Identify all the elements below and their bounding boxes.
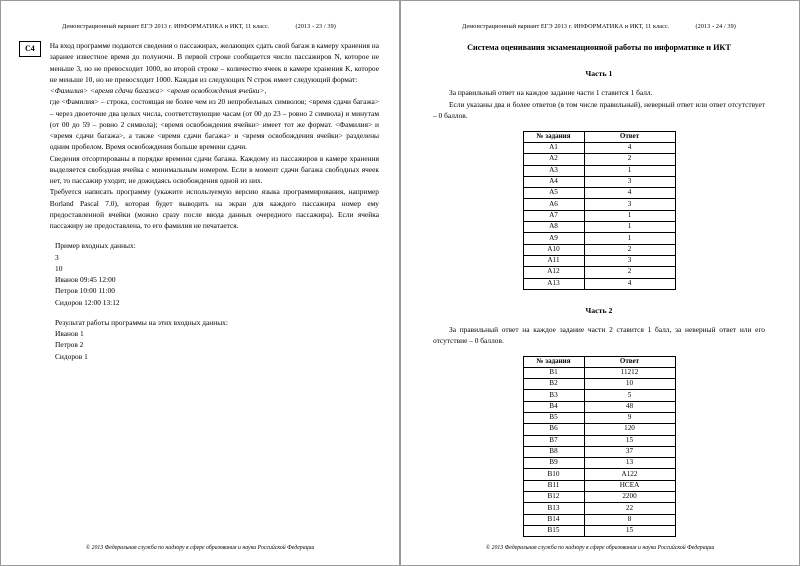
page-footer-left <box>1 545 399 551</box>
table-row <box>523 278 675 289</box>
cell-task: B7 <box>523 435 584 446</box>
input-example-line: Сидоров 12:00 13:12 <box>55 297 120 307</box>
cell-task: B1 <box>523 367 584 378</box>
running-head-page-number: (2013 - 24 / 39) <box>695 23 736 30</box>
part-1-heading: Часть 1 <box>585 69 613 79</box>
table-row <box>523 469 675 480</box>
cell-answer: НСЕА <box>584 480 675 491</box>
cell-task: A5 <box>523 188 584 199</box>
cell-answer: 10 <box>584 379 675 390</box>
column-header-task: № задания <box>523 131 584 142</box>
task-code-label: C4 <box>19 41 41 57</box>
table-row <box>523 210 675 221</box>
table-row <box>523 188 675 199</box>
output-example-line: Петров 2 <box>55 340 84 350</box>
cell-answer: 15 <box>584 435 675 446</box>
cell-answer: 8 <box>584 514 675 525</box>
task-paragraph-2: <Фамилия> <время сдачи багажа> <время освобождения ячейки>, <box>49 86 267 95</box>
cell-task: A3 <box>523 165 584 176</box>
running-head-text: Демонстрационный вариант ЕГЭ 2013 г. ИНФОРМАТИКА и ИКТ, 11 класс. <box>462 23 670 30</box>
page-footer-right <box>401 545 799 551</box>
page-title: Система оценивания экзаменационной работы по информатике и ИКТ <box>467 43 731 52</box>
cell-answer: 120 <box>584 424 675 435</box>
input-example-line: 10 <box>55 263 63 273</box>
part-2-answer-table <box>523 356 676 538</box>
cell-task: A9 <box>523 233 584 244</box>
table-row <box>523 390 675 401</box>
table-header-row <box>523 356 675 367</box>
cell-task: A13 <box>523 278 584 289</box>
table-row <box>523 222 675 233</box>
cell-task: B10 <box>523 469 584 480</box>
cell-task: B12 <box>523 492 584 503</box>
cell-answer: A122 <box>584 469 675 480</box>
cell-task: B13 <box>523 503 584 514</box>
column-header-task: № задания <box>523 356 584 367</box>
task-paragraph-5: Требуется написать программу (укажите используемую версию языка программирования, например Borland Pascal 7.0), которая будет выводить на экран для каждого пассажира номер ему предоставленной ячейки (можно сразу после ввода данных очередного пассажира). Если ячейка пассажиру не предоставлена, то его фамилия не печатается. <box>49 187 379 230</box>
cell-answer: 1 <box>584 165 675 176</box>
cell-task: B8 <box>523 446 584 457</box>
table-row <box>523 525 675 536</box>
footer-text: © 2013 Федеральная служба по надзору в сфере образования и науки Российской Федерации <box>85 545 315 551</box>
cell-answer: 2 <box>584 154 675 165</box>
scoring-rule-line: Если указаны два и более ответов (в том числе правильный), неверный ответ или ответ отсутствует – 0 баллов. <box>433 99 765 121</box>
cell-answer: 3 <box>584 255 675 266</box>
cell-answer: 3 <box>584 176 675 187</box>
cell-task: A8 <box>523 222 584 233</box>
table-row <box>523 165 675 176</box>
input-example-label: Пример входных данных: <box>55 241 136 251</box>
table-row <box>523 514 675 525</box>
table-row <box>523 413 675 424</box>
table-row <box>523 424 675 435</box>
column-header-answer: Ответ <box>584 356 675 367</box>
cell-answer: 15 <box>584 525 675 536</box>
task-paragraph-3: где <Фамилия> – строка, состоящая не более чем из 20 непробельных символов; <время сдачи багажа> – через двоеточие два целых числа, соответствующие часам (от 00 до 23 – ровно 2 символа) и минутам (от 00 до 59 – ровно 2 символа); <время освобождения ячейки> имеет тот же формат. <Фамилия> и <время сдачи багажа>, а также <время сдачи багажа> и <время освобождения ячейки> разделены одним пробелом. Время освобождения больше времени сдачи. <box>49 97 379 152</box>
cell-task: B6 <box>523 424 584 435</box>
cell-task: B14 <box>523 514 584 525</box>
running-head-right <box>419 23 779 30</box>
table-row <box>523 199 675 210</box>
table-row <box>523 446 675 457</box>
part-2-answer-table-wrap <box>419 356 779 538</box>
part-2-scoring-rules <box>433 324 765 347</box>
table-row <box>523 492 675 503</box>
table-row <box>523 176 675 187</box>
table-header-row <box>523 131 675 142</box>
table-row <box>523 367 675 378</box>
cell-task: B3 <box>523 390 584 401</box>
table-row <box>523 401 675 412</box>
cell-task: B4 <box>523 401 584 412</box>
input-example-line: Иванов 09:45 12:00 <box>55 275 116 284</box>
cell-answer: 5 <box>584 390 675 401</box>
running-head-page-number: (2013 - 23 / 39) <box>295 23 336 30</box>
output-example-block <box>55 317 379 362</box>
cell-answer: 2 <box>584 267 675 278</box>
cell-answer: 1 <box>584 210 675 221</box>
cell-answer: 13 <box>584 458 675 469</box>
table-row <box>523 379 675 390</box>
cell-answer: 1 <box>584 222 675 233</box>
task-paragraph-1: На вход программе подаются сведения о пассажирах, желающих сдать свой багаж в камеру хранения на заранее известное время до полуночи. В первой строке сообщается число пассажиров N, которое не меньше 3, но не превосходит 1000, во второй строке – количество ячеек в камере хранения K, которое не меньше 10, но не превосходит 1000. Каждая из следующих N строк имеет следующий формат: <box>49 41 379 84</box>
cell-task: A1 <box>523 142 584 153</box>
input-example-line: Петров 10:00 11:00 <box>55 286 115 296</box>
input-example-line: 3 <box>55 252 59 262</box>
task-c4-block <box>19 40 379 231</box>
scoring-rule-line: За правильный ответ на каждое задание части 2 ставится 1 балл, за неверный ответ или его отсутствие – 0 баллов. <box>433 324 765 346</box>
table-row <box>523 458 675 469</box>
part-2-heading: Часть 2 <box>585 305 613 315</box>
part-1-answer-table-wrap <box>419 131 779 290</box>
cell-answer: 4 <box>584 188 675 199</box>
cell-answer: 1 <box>584 233 675 244</box>
cell-answer: 11212 <box>584 367 675 378</box>
table-row <box>523 435 675 446</box>
part-1-answer-table <box>523 131 676 290</box>
cell-answer: 9 <box>584 413 675 424</box>
spacer <box>19 308 379 317</box>
cell-answer: 37 <box>584 446 675 457</box>
cell-task: B5 <box>523 413 584 424</box>
output-example-line: Сидоров 1 <box>55 351 88 361</box>
table-row <box>523 267 675 278</box>
spacer <box>19 231 379 240</box>
output-example-line: Иванов 1 <box>55 329 84 338</box>
cell-task: B11 <box>523 480 584 491</box>
part-2-table-body <box>523 367 675 536</box>
table-row <box>523 480 675 491</box>
task-statement <box>50 40 379 231</box>
cell-answer: 3 <box>584 199 675 210</box>
cell-answer: 2 <box>584 244 675 255</box>
table-row <box>523 233 675 244</box>
cell-task: A11 <box>523 255 584 266</box>
cell-task: A6 <box>523 199 584 210</box>
cell-answer: 4 <box>584 278 675 289</box>
cell-task: A2 <box>523 154 584 165</box>
scoring-rule-line: За правильный ответ на каждое задание части 1 ставится 1 балл. <box>449 88 653 98</box>
running-head-left <box>19 23 379 30</box>
part-1-table-body <box>523 142 675 289</box>
output-example-label: Результат работы программы на этих входных данных: <box>55 317 228 327</box>
cell-task: A12 <box>523 267 584 278</box>
part-1-scoring-rules <box>433 87 765 121</box>
column-header-answer: Ответ <box>584 131 675 142</box>
cell-task: B15 <box>523 525 584 536</box>
cell-task: B2 <box>523 379 584 390</box>
table-row <box>523 503 675 514</box>
table-row <box>523 255 675 266</box>
cell-task: A4 <box>523 176 584 187</box>
cell-answer: 22 <box>584 503 675 514</box>
cell-answer: 2200 <box>584 492 675 503</box>
table-row <box>523 154 675 165</box>
cell-task: A7 <box>523 210 584 221</box>
cell-task: B9 <box>523 458 584 469</box>
task-paragraph-4: Сведения отсортированы в порядке времени сдачи багажа. Каждому из пассажиров в камере хранения выделяется свободная ячейка с минимальным номером. Если в момент сдачи багажа свободных ячеек нет, то пассажир уходит, не дожидаясь освобождения одной из них. <box>49 153 379 185</box>
table-row <box>523 142 675 153</box>
cell-answer: 4 <box>584 142 675 153</box>
input-example-block <box>55 240 379 308</box>
footer-text: © 2013 Федеральная служба по надзору в сфере образования и науки Российской Федерации <box>485 545 715 551</box>
cell-answer: 48 <box>584 401 675 412</box>
page-right <box>400 0 800 566</box>
table-row <box>523 244 675 255</box>
running-head-text: Демонстрационный вариант ЕГЭ 2013 г. ИНФОРМАТИКА и ИКТ, 11 класс. <box>62 23 270 30</box>
cell-task: A10 <box>523 244 584 255</box>
